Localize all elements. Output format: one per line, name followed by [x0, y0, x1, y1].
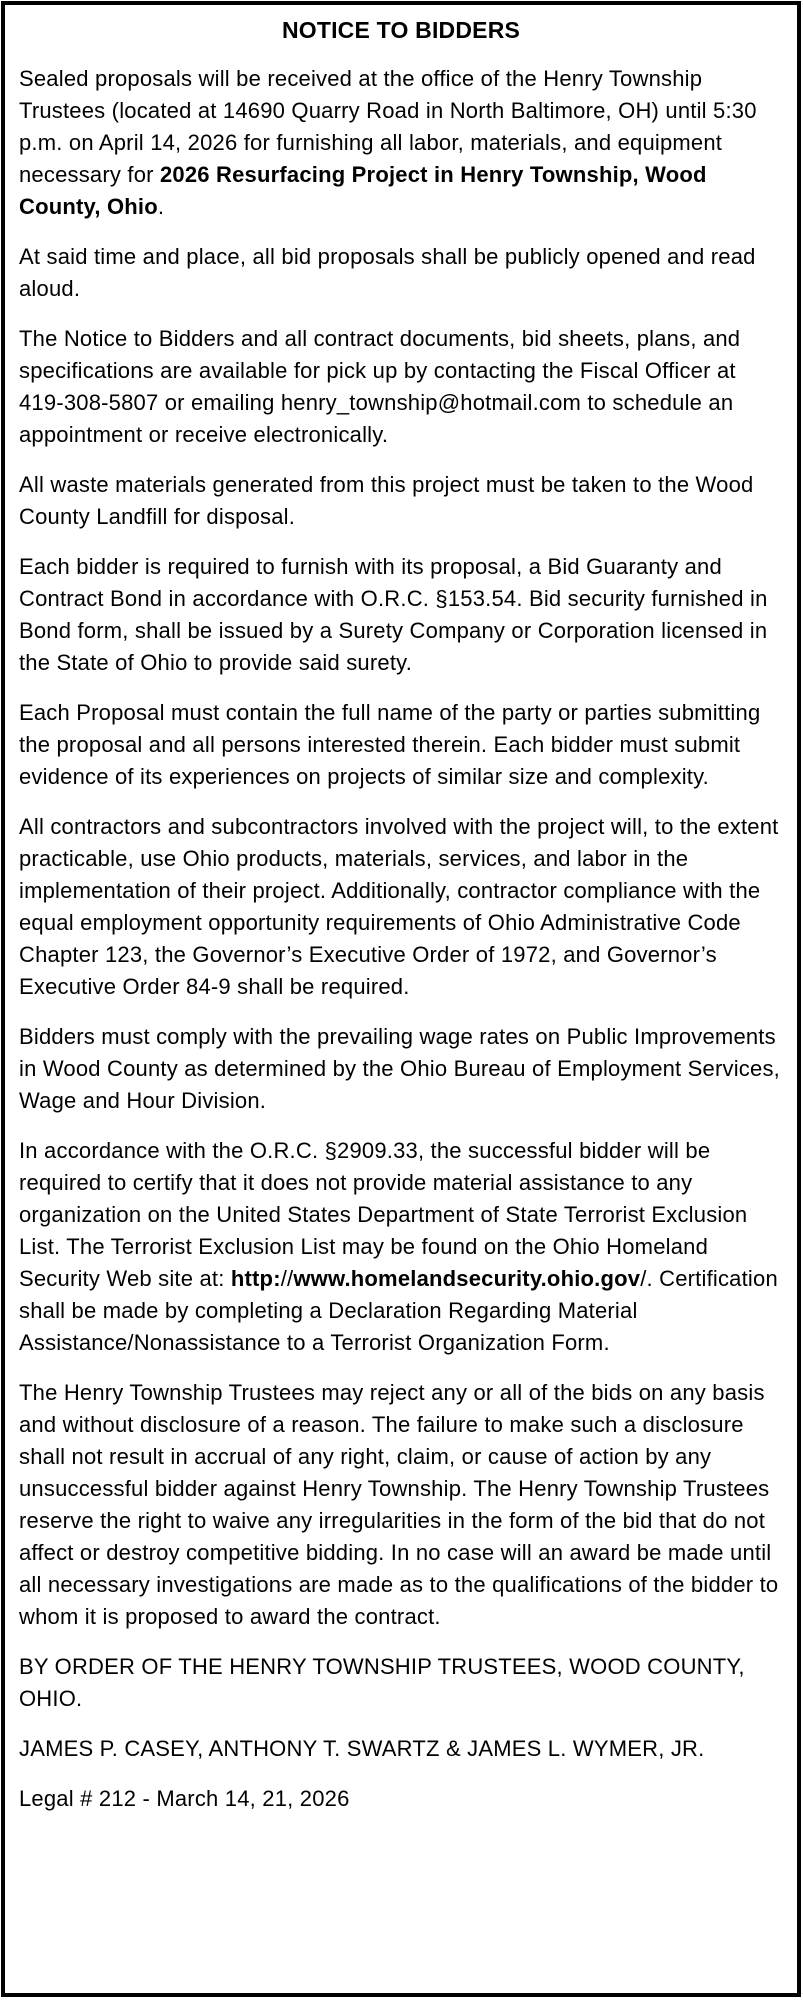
legal-notice — [1, 1, 801, 1997]
text-run: All contractors and subcontractors involved with the project will, to the extent practicable, use Ohio products, materials, services, and labor in the implementation of their project. Additionally, contractor compliance with the equal employment opportunity requirements of Ohio Administrative Code Chapter 123, the Governor’s Executive Order of 1972, and Governor’s Executive Order 84-9 shall be required. — [19, 814, 779, 999]
bold-text: http: — [230, 1266, 281, 1291]
notice-paragraph — [19, 1135, 783, 1359]
text-run: In accordance with the O.R.C. §2909.33, the successful bidder will be required to certify that it does not provide material assistance to any organization on the United States Department of State Terrorist Exclusion List. The Terrorist Exclusion List may be found on the Ohio Homeland Security Web site at: — [19, 1138, 748, 1291]
text-run: All waste materials generated from this project must be taken to the Wood County Landfill for disposal. — [19, 472, 754, 529]
bold-text: www.homelandsecurity.ohio.gov — [293, 1266, 641, 1291]
bold-text: 2026 Resurfacing Project in Henry Township, Wood County, Ohio — [19, 162, 707, 219]
text-run: BY ORDER OF THE HENRY TOWNSHIP TRUSTEES, WOOD COUNTY, OHIO. — [19, 1654, 745, 1711]
notice-paragraph — [19, 323, 783, 451]
text-run: Legal # 212 - March 14, 21, 2026 — [19, 1786, 350, 1811]
text-run: Each bidder is required to furnish with its proposal, a Bid Guaranty and Contract Bond in accordance with O.R.C. §153.54. Bid security furnished in Bond form, shall be issued by a Surety Company or Corporation licensed in the State of Ohio to provide said surety. — [19, 554, 768, 675]
text-run: At said time and place, all bid proposals shall be publicly opened and read aloud. — [19, 244, 756, 301]
text-run: // — [280, 1266, 294, 1291]
text-run: Sealed proposals will be received at the office of the Henry Township Trustees (located at 14690 Quarry Road in North Baltimore, OH) until 5:30 p.m. on April 14, 2026 for furnishing all labor, materials, and equipment necessary for — [19, 66, 757, 187]
text-run: /. Certification shall be made by completing a Declaration Regarding Material Assistance/Nonassistance to a Terrorist Organization Form. — [19, 1266, 778, 1355]
notice-title: NOTICE TO BIDDERS — [281, 17, 521, 43]
text-run: JAMES P. CASEY, ANTHONY T. SWARTZ & JAMES L. WYMER, JR. — [19, 1736, 705, 1761]
notice-paragraph — [19, 469, 783, 533]
notice-paragraph — [19, 1733, 783, 1765]
notice-paragraph — [19, 241, 783, 305]
notice-paragraph — [19, 697, 783, 793]
text-run: The Henry Township Trustees may reject any or all of the bids on any basis and without disclosure of a reason. The failure to make such a disclosure shall not result in accrual of any right, claim, or cause of action by any unsuccessful bidder against Henry Township. The Henry Township Trustees reserve the right to waive any irregularities in the form of the bid that do not affect or destroy competitive bidding. In no case will an award be made until all necessary investigations are made as to the qualifications of the bidder to whom it is proposed to award the contract. — [19, 1380, 779, 1629]
text-run: Bidders must comply with the prevailing wage rates on Public Improvements in Wood County as determined by the Ohio Bureau of Employment Services, Wage and Hour Division. — [19, 1024, 780, 1113]
notice-paragraph — [19, 811, 783, 1003]
notice-paragraph — [19, 1783, 783, 1815]
notice-body — [19, 63, 783, 1815]
notice-paragraph — [19, 1377, 783, 1633]
text-run: . — [157, 194, 165, 219]
notice-paragraph — [19, 1021, 783, 1117]
notice-paragraph — [19, 1651, 783, 1715]
text-run: Each Proposal must contain the full name of the party or parties submitting the proposal and all persons interested therein. Each bidder must submit evidence of its experiences on projects of similar size and complexity. — [19, 700, 761, 789]
notice-paragraph — [19, 63, 783, 223]
text-run: The Notice to Bidders and all contract documents, bid sheets, plans, and specifications are available for pick up by contacting the Fiscal Officer at 419-308-5807 or emailing henry_township@hotmail.com to schedule an appointment or receive electronically. — [19, 326, 741, 447]
notice-paragraph — [19, 551, 783, 679]
